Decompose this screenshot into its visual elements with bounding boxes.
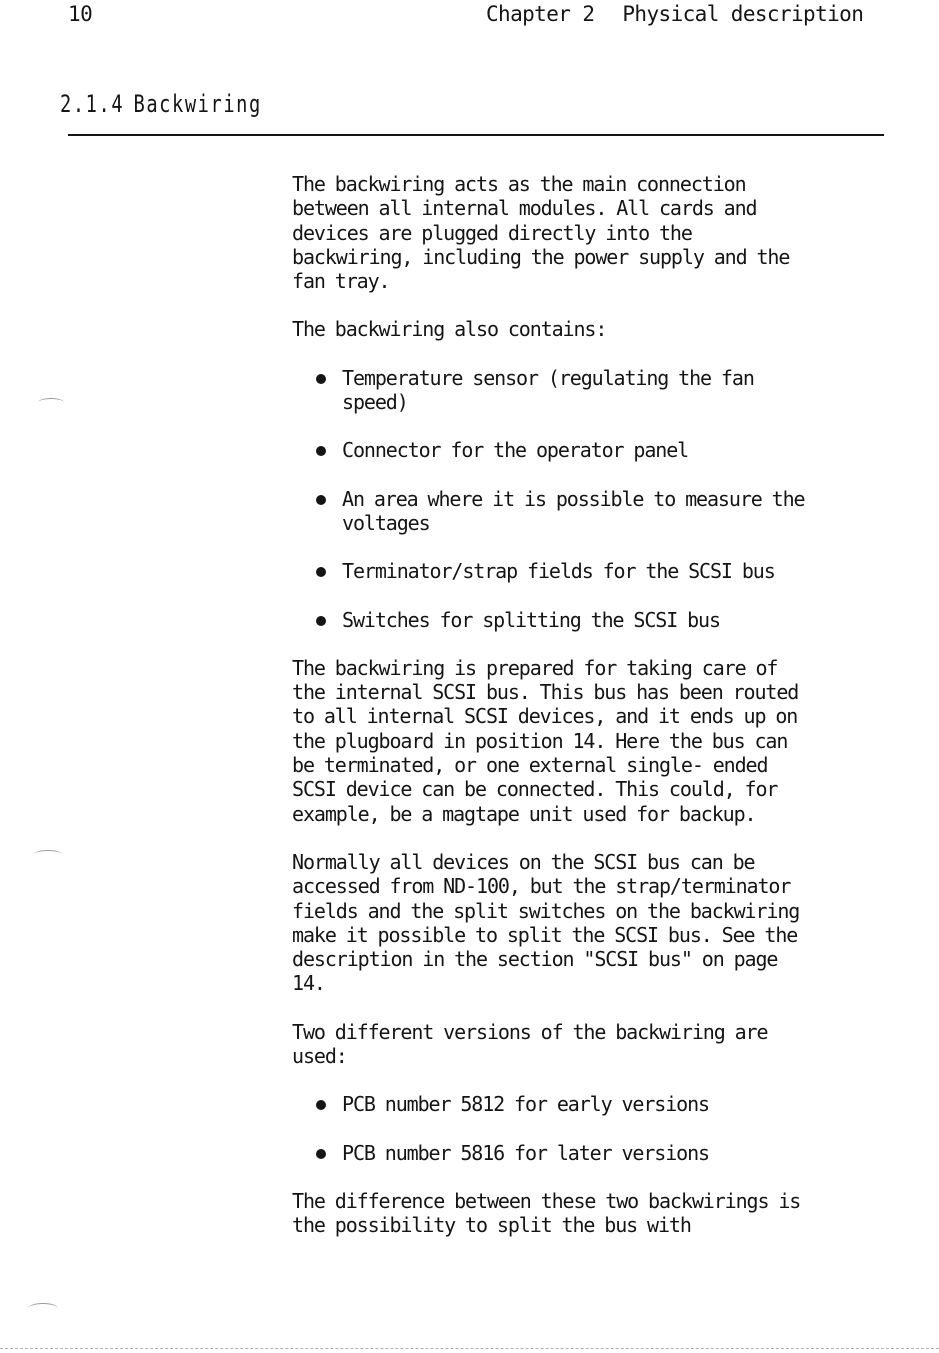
versions-list	[292, 1092, 882, 1165]
text-line: Terminator/strap fields for the SCSI bus	[342, 559, 775, 584]
section-heading	[60, 90, 262, 118]
list-item-text	[342, 608, 882, 632]
bullet-icon	[316, 1149, 326, 1159]
bullet-icon	[316, 616, 326, 626]
text-line: accessed from ND-100, but the strap/terminator	[292, 874, 791, 899]
text-line: be terminated, or one external single- ended	[292, 753, 768, 778]
bullet-icon	[316, 446, 326, 456]
list-item	[292, 559, 882, 583]
text-line: The backwiring is prepared for taking care of	[292, 655, 778, 680]
text-line: the possibility to split the bus with	[292, 1213, 691, 1238]
text-line: description in the section "SCSI bus" on page	[292, 947, 778, 972]
paragraph-split	[292, 850, 882, 996]
text-line: used:	[292, 1044, 347, 1069]
bullet-icon	[316, 1100, 326, 1110]
running-header	[486, 2, 863, 26]
heading-rule	[68, 134, 884, 136]
margin-scan-mark	[34, 850, 62, 859]
text-line: voltages	[342, 510, 430, 535]
chapter-title: Physical description	[622, 2, 864, 26]
text-line: fields and the split switches on the backwiring	[292, 898, 800, 923]
text-line: Switches for splitting the SCSI bus	[342, 607, 720, 632]
margin-scan-mark	[28, 1303, 58, 1314]
section-title: Backwiring	[133, 90, 262, 118]
list-item-text	[342, 366, 882, 415]
text-line: make it possible to split the SCSI bus. See the	[292, 922, 798, 947]
text-line: Connector for the operator panel	[342, 438, 689, 463]
text-line: to all internal SCSI devices, and it ends up on	[292, 704, 798, 729]
text-line: fan tray.	[292, 269, 390, 294]
text-line: PCB number 5816 for later versions	[342, 1140, 709, 1165]
paragraph-scsi-bus	[292, 656, 882, 826]
text-line: Two different versions of the backwiring are	[292, 1019, 768, 1044]
text-line: the internal SCSI bus. This bus has been routed	[292, 680, 799, 705]
text-line: The difference between these two backwirings is	[292, 1188, 801, 1213]
list-item-text	[342, 559, 882, 583]
list-item	[292, 1092, 882, 1116]
text-line: Temperature sensor (regulating the fan	[342, 365, 754, 390]
text-line: The backwiring also contains:	[292, 317, 607, 342]
text-line: between all internal modules. All cards and	[292, 196, 757, 221]
text-line: backwiring, including the power supply and the	[292, 244, 790, 269]
list-item	[292, 438, 882, 462]
margin-scan-mark	[38, 398, 64, 407]
bullet-icon	[316, 495, 326, 505]
paragraph-contains	[292, 317, 882, 341]
text-line: devices are plugged directly into the	[292, 220, 692, 245]
body-text	[292, 172, 882, 1262]
list-item	[292, 487, 882, 536]
list-item-text	[342, 1141, 882, 1165]
text-line: Normally all devices on the SCSI bus can be	[292, 849, 755, 874]
paragraph-intro	[292, 172, 882, 293]
text-line: An area where it is possible to measure the	[342, 486, 805, 511]
paragraph-versions	[292, 1020, 882, 1069]
text-line: speed)	[342, 390, 408, 415]
page-number: 10	[68, 2, 93, 26]
paragraph-difference	[292, 1189, 882, 1238]
chapter-label: Chapter 2	[486, 2, 595, 26]
list-item-text	[342, 438, 882, 462]
scan-edge-line	[0, 1348, 939, 1349]
text-line: PCB number 5812 for early versions	[342, 1092, 709, 1117]
text-line: SCSI device can be connected. This could, for	[292, 777, 778, 802]
list-item-text	[342, 487, 882, 536]
list-item-text	[342, 1092, 882, 1116]
bullet-icon	[316, 567, 326, 577]
list-item	[292, 608, 882, 632]
text-line: The backwiring acts as the main connection	[292, 172, 746, 196]
section-number: 2.1.4	[60, 90, 125, 118]
text-line: example, be a magtape unit used for backup.	[292, 801, 756, 826]
text-line: the plugboard in position 14. Here the bus can	[292, 728, 788, 753]
bullet-icon	[316, 374, 326, 384]
contains-list	[292, 366, 882, 632]
list-item	[292, 366, 882, 415]
list-item	[292, 1141, 882, 1165]
text-line: 14.	[292, 971, 325, 996]
